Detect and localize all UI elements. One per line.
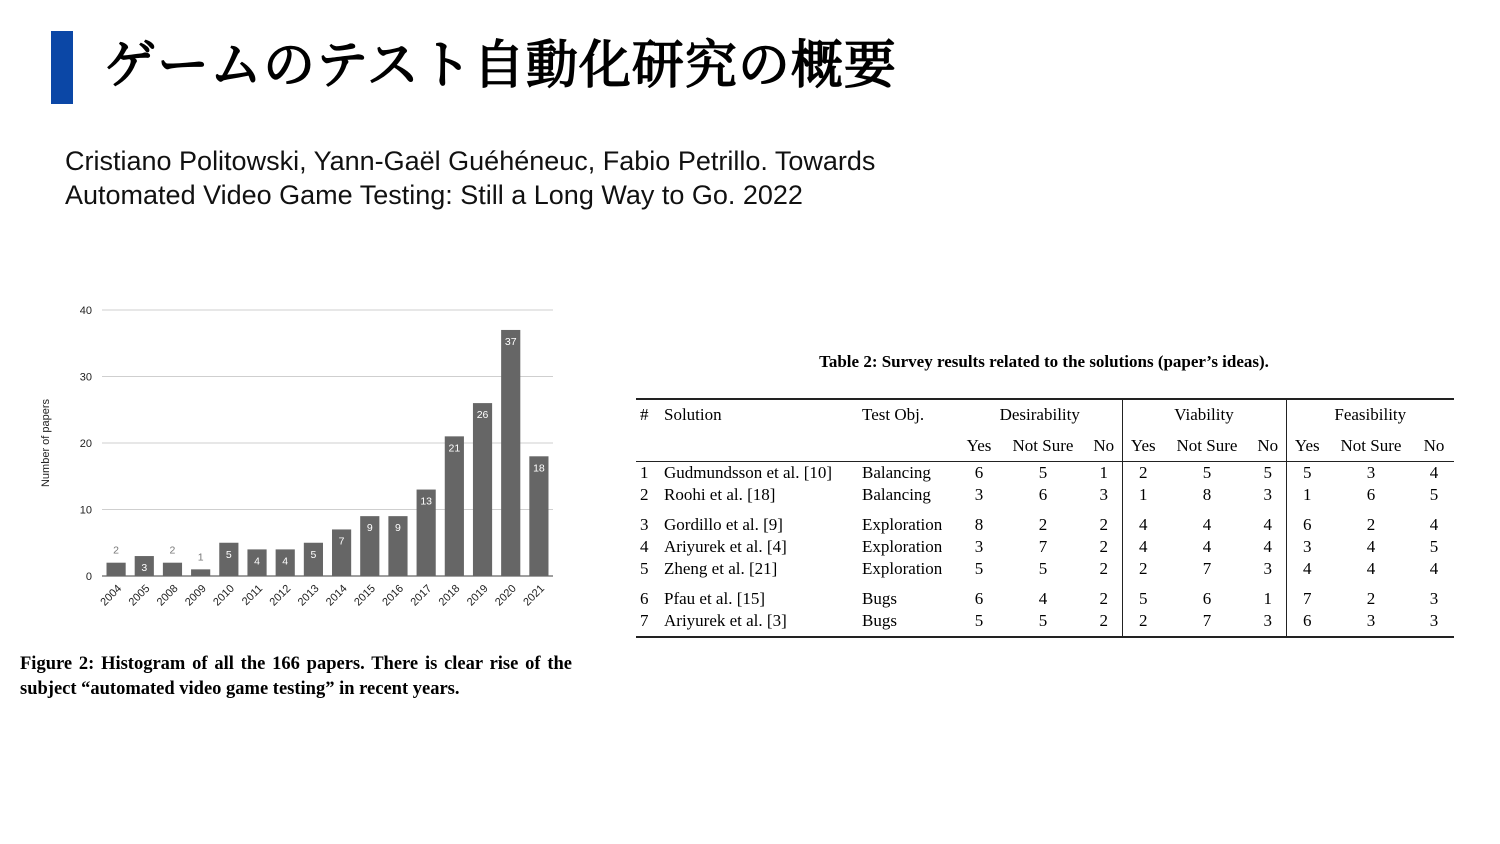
row-number: 7 [636,610,660,637]
bar-value-label: 5 [225,548,232,561]
cell-viability-no: 4 [1263,515,1272,534]
row-solution: Ariyurek et al. [4] [664,537,787,556]
bar-value-label: 2 [169,544,176,557]
cell-feasibility-no: 4 [1429,559,1439,578]
bar [107,563,126,576]
cell-feasibility-no: 3 [1429,589,1439,608]
x-tick-label: 2010 [211,582,237,609]
cell-feasibility-not-sure: 4 [1366,537,1376,556]
cell-desirability-not-sure: 5 [1000,610,1086,637]
cell-desirability-not-sure: 2 [1038,515,1048,534]
cell-desirability-no: 2 [1099,515,1108,534]
cell-feasibility-no: 4 [1429,515,1439,534]
subheader-yes: Yes [1286,430,1328,462]
citation-line-2: Automated Video Game Testing: Still a Long Way to Go. 2022 [65,180,803,210]
bar-value-label: 26 [476,409,489,422]
x-tick-label: 2008 [154,582,181,609]
subheader-not-sure: Not Sure [1328,430,1414,462]
cell-desirability-yes: 8 [974,515,984,534]
row-solution: Gudmundsson et al. [10] [664,463,833,482]
x-tick-label: 2021 [521,582,548,609]
subheader-no: No [1250,430,1286,462]
bar-value-label: 1 [197,551,204,564]
cell-viability-yes: 4 [1122,506,1164,536]
row-number: 1 [640,463,649,482]
cell-feasibility-yes: 4 [1286,558,1328,580]
title-accent-bar [51,31,73,104]
header-solution: Solution [660,399,858,430]
table-row [636,610,1454,637]
bar [445,436,464,576]
x-tick-label: 2020 [493,582,519,609]
cell-desirability-no: 2 [1086,610,1122,637]
table-row [636,580,1454,610]
cell-desirability-yes: 3 [974,485,984,504]
row-number: 2 [640,485,649,504]
citation [65,144,965,212]
x-tick-label: 2016 [380,582,407,609]
bar-value-label: 4 [282,555,289,568]
bar [163,563,182,576]
row-test-objective: Exploration [862,537,943,556]
cell-desirability-not-sure: 6 [1038,485,1048,504]
table-row [636,484,1454,506]
row-solution: Ariyurek et al. [3] [660,610,858,637]
figure-caption: Figure 2: Histogram of all the 166 papers. There is clear rise of the subject “automated video game testing” in recent years. [20,654,572,699]
header-viability: Viability [1122,399,1286,430]
bar-value-label: 2 [113,544,120,557]
cell-viability-no: 4 [1263,537,1272,556]
bar-value-label: 37 [504,335,517,348]
subheader-yes: Yes [1122,430,1164,462]
table-row [636,558,1454,580]
x-tick-label: 2017 [408,582,435,609]
cell-feasibility-not-sure: 3 [1366,463,1376,482]
cell-viability-no: 5 [1263,463,1272,482]
cell-desirability-not-sure: 5 [1038,559,1048,578]
table-row [636,462,1454,485]
header-feasibility: Feasibility [1286,399,1454,430]
cell-desirability-not-sure: 4 [1038,589,1048,608]
header-test-obj: Test Obj. [858,399,958,430]
row-test-objective: Bugs [862,589,897,608]
cell-viability-no: 3 [1263,485,1272,504]
bar-value-label: 9 [366,522,373,535]
cell-feasibility-not-sure: 4 [1366,559,1376,578]
cell-viability-not-sure: 4 [1202,515,1212,534]
cell-desirability-yes: 6 [974,589,984,608]
cell-viability-no: 3 [1263,559,1272,578]
subheader-not-sure: Not Sure [1164,430,1250,462]
cell-viability-not-sure: 8 [1202,485,1212,504]
y-tick-label: 20 [79,438,92,450]
bar-value-label: 9 [395,522,401,535]
row-test-objective: Exploration [862,559,943,578]
bar [501,330,520,576]
bar-value-label: 5 [310,548,317,561]
table-row [636,506,1454,536]
cell-viability-yes: 2 [1122,610,1164,637]
subheader-yes: Yes [958,430,1000,462]
cell-feasibility-yes: 6 [1286,506,1328,536]
bar [191,569,210,576]
y-tick-label: 40 [79,305,92,317]
subheader-not-sure: Not Sure [1000,430,1086,462]
subheader-no: No [1414,430,1454,462]
y-axis-label: Number of papers [40,398,52,488]
row-solution: Pfau et al. [15] [664,589,766,608]
y-tick-label: 30 [79,371,92,384]
cell-viability-not-sure: 4 [1202,537,1212,556]
row-number: 3 [640,515,649,534]
x-tick-label: 2004 [98,582,125,609]
cell-desirability-no: 3 [1099,485,1108,504]
cell-viability-not-sure: 7 [1164,610,1250,637]
slide-title: ゲームのテスト自動化研究の概要 [104,36,897,96]
row-solution: Roohi et al. [18] [664,485,776,504]
cell-viability-no: 1 [1263,589,1272,608]
bar-value-label: 18 [533,462,545,475]
cell-feasibility-yes: 3 [1286,536,1328,558]
row-test-objective: Bugs [858,610,958,637]
x-tick-label: 2019 [464,582,491,609]
x-tick-label: 2015 [352,582,378,609]
papers-histogram [30,295,570,625]
x-tick-label: 2009 [182,582,209,609]
y-tick-label: 10 [79,504,92,517]
cell-viability-not-sure: 5 [1202,463,1212,482]
cell-desirability-no: 2 [1099,537,1108,556]
cell-feasibility-yes: 6 [1286,610,1328,637]
cell-feasibility-not-sure: 6 [1366,485,1376,504]
survey-table [636,398,1454,638]
row-test-objective: Balancing [862,463,931,482]
cell-desirability-no: 2 [1099,559,1108,578]
x-tick-label: 2005 [126,582,153,609]
cell-feasibility-yes: 1 [1286,484,1328,506]
bar-value-label: 21 [448,442,461,455]
cell-feasibility-not-sure: 3 [1328,610,1414,637]
cell-desirability-yes: 5 [958,610,1000,637]
cell-feasibility-not-sure: 2 [1366,515,1376,534]
bar-value-label: 3 [141,562,148,575]
cell-feasibility-no: 3 [1414,610,1454,637]
x-tick-label: 2013 [295,582,322,609]
cell-viability-not-sure: 6 [1202,589,1212,608]
x-tick-label: 2018 [436,582,463,609]
cell-desirability-yes: 5 [974,559,984,578]
cell-feasibility-no: 5 [1429,485,1439,504]
survey-table-body [636,462,1454,638]
cell-feasibility-yes: 7 [1286,580,1328,610]
y-tick-label: 0 [85,571,92,583]
cell-desirability-yes: 6 [974,463,984,482]
cell-viability-no: 3 [1250,610,1286,637]
row-solution: Zheng et al. [21] [664,559,778,578]
x-tick-label: 2012 [267,582,294,609]
cell-viability-yes: 2 [1122,558,1164,580]
row-test-objective: Exploration [862,515,943,534]
header-num: # [636,399,660,430]
bar-value-label: 4 [254,555,260,568]
row-solution: Gordillo et al. [9] [664,515,783,534]
header-desirability: Desirability [958,399,1122,430]
cell-feasibility-no: 4 [1429,463,1439,482]
cell-viability-yes: 5 [1122,580,1164,610]
bar-value-label: 7 [338,535,345,548]
bar [473,403,492,576]
cell-desirability-no: 2 [1099,589,1108,608]
cell-feasibility-not-sure: 2 [1366,589,1376,608]
cell-feasibility-no: 5 [1429,537,1439,556]
citation-line-1: Cristiano Politowski, Yann-Gaël Guéhéneuc, Fabio Petrillo. Towards [65,146,876,176]
cell-desirability-not-sure: 7 [1038,537,1048,556]
cell-desirability-not-sure: 5 [1038,463,1048,482]
cell-desirability-yes: 3 [974,537,984,556]
cell-viability-yes: 4 [1122,536,1164,558]
row-number: 6 [640,589,649,608]
cell-viability-yes: 1 [1122,484,1164,506]
subheader-no: No [1086,430,1122,462]
row-test-objective: Balancing [862,485,931,504]
cell-viability-not-sure: 7 [1202,559,1212,578]
bar-value-label: 13 [420,495,432,508]
cell-viability-yes: 2 [1122,462,1164,485]
table-row [636,536,1454,558]
row-number: 4 [640,537,649,556]
table-caption: Table 2: Survey results related to the solutions (paper’s ideas). [819,352,1269,371]
x-tick-label: 2014 [323,582,350,609]
row-number: 5 [640,559,649,578]
cell-feasibility-yes: 5 [1286,462,1328,485]
x-tick-label: 2011 [239,582,266,608]
cell-desirability-no: 1 [1099,463,1108,482]
